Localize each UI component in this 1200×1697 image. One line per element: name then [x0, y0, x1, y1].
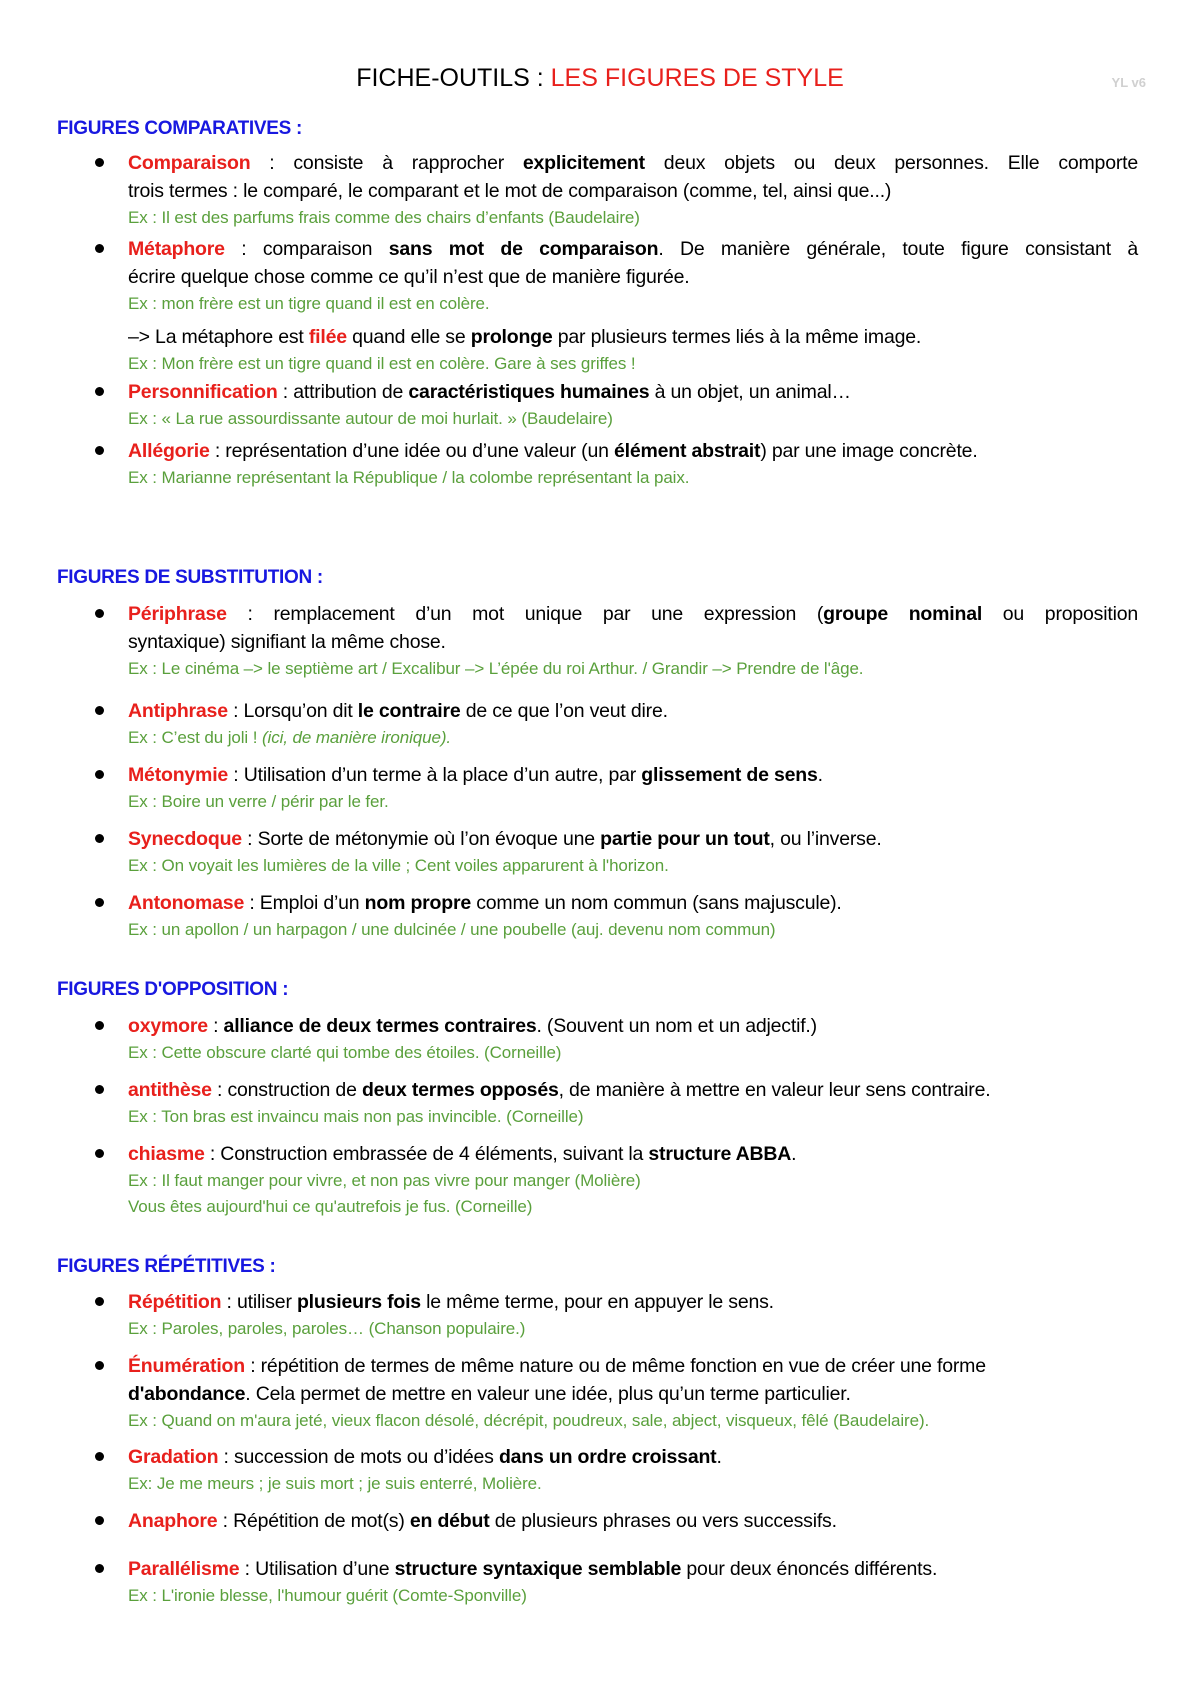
example: Ex : Le cinéma –> le septième art / Excalibur –> L’épée du roi Arthur. / Grandir –> Prendre de l'âge.: [128, 659, 864, 678]
emphasis: glissement de sens: [641, 764, 818, 786]
text: .: [817, 764, 823, 786]
item-antithese: [128, 1076, 1138, 1130]
text: : Utilisation d’un terme à la place d’un autre, par: [228, 764, 642, 786]
text: : Lorsqu’on dit: [227, 700, 358, 722]
item-line: [128, 1443, 1138, 1471]
item-line: [128, 1140, 1138, 1168]
term: Synecdoque: [128, 828, 242, 850]
text: : remplacement d’un mot unique par une expression (: [226, 603, 824, 625]
text: : Répétition de mot(s): [217, 1510, 410, 1532]
item-line: [128, 1555, 1138, 1583]
text: : consiste à rapprocher: [250, 152, 523, 174]
term: Répétition: [128, 1291, 222, 1313]
term: Énumération: [128, 1355, 245, 1377]
item-metaphore: [128, 235, 1138, 377]
bullet: [95, 158, 104, 167]
title-main: LES FIGURES DE STYLE: [550, 64, 844, 92]
example: Vous êtes aujourd'hui ce qu'autrefois je fus. (Corneille): [128, 1197, 533, 1216]
item-line: [128, 600, 1138, 628]
section-substitution-heading: FIGURES DE SUBSTITUTION :: [57, 567, 323, 588]
item-synecdoque: [128, 825, 1138, 879]
bullet: [95, 706, 104, 715]
example: Ex : un apollon / un harpagon / une dulcinée / une poubelle (auj. devenu nom commun): [128, 920, 776, 939]
item-allegorie: [128, 437, 1138, 491]
bullet: [95, 1085, 104, 1094]
item-periphrase: [128, 600, 1138, 682]
example: Ex : Boire un verre / périr par le fer.: [128, 792, 389, 811]
term: Périphrase: [128, 603, 227, 625]
emphasis: le contraire: [357, 700, 461, 722]
text: –> La métaphore est: [128, 326, 309, 348]
item-line: [128, 889, 1138, 917]
text: le même terme, pour en appuyer le sens.: [420, 1291, 774, 1313]
item-personnification: [128, 378, 1138, 432]
emphasis: caractéristiques humaines: [408, 381, 650, 403]
item-line: [128, 1380, 1138, 1408]
text: de ce que l’on veut dire.: [460, 700, 668, 722]
emphasis: nom propre: [364, 892, 472, 914]
bullet: [95, 1516, 104, 1525]
text: .: [716, 1446, 722, 1468]
bullet: [95, 898, 104, 907]
item-parallelisme: [128, 1555, 1138, 1609]
version-label: YL v6: [1111, 75, 1146, 90]
text: . De manière générale, toute figure consistant à: [658, 238, 1138, 260]
emphasis: structure syntaxique semblable: [394, 1558, 682, 1580]
bullet: [95, 1564, 104, 1573]
example: Ex: Je me meurs ; je suis mort ; je suis enterré, Molière.: [128, 1474, 542, 1493]
example: Ex : Il faut manger pour vivre, et non pas vivre pour manger (Molière): [128, 1171, 641, 1190]
title-prefix: FICHE-OUTILS :: [356, 64, 551, 92]
item-line: [128, 697, 1138, 725]
item-line: écrire quelque chose comme ce qu’il n’est que de manière figurée.: [128, 266, 690, 288]
text: : utiliser: [221, 1291, 297, 1313]
bullet: [95, 609, 104, 618]
example: Ex : « La rue assourdissante autour de moi hurlait. » (Baudelaire): [128, 409, 613, 428]
emphasis: sans mot de comparaison: [388, 238, 659, 260]
text: :: [207, 1015, 224, 1037]
text: : comparaison: [224, 238, 389, 260]
emphasis: filée: [308, 326, 347, 348]
term: Anaphore: [128, 1510, 218, 1532]
text: . Cela permet de mettre en valeur une idée, plus qu’un terme particulier.: [245, 1383, 851, 1405]
text: . (Souvent un nom et un adjectif.): [536, 1015, 817, 1037]
emphasis: en début: [409, 1510, 490, 1532]
text: deux objets ou deux personnes. Elle comporte: [644, 152, 1138, 174]
example: Ex : Mon frère est un tigre quand il est en colère. Gare à ses griffes !: [128, 354, 636, 373]
example-note: (ici, de manière ironique).: [261, 728, 452, 747]
text: à un objet, un animal…: [649, 381, 851, 403]
text: de plusieurs phrases ou vers successifs.: [489, 1510, 837, 1532]
bullet: [95, 1452, 104, 1461]
term: chiasme: [128, 1143, 205, 1165]
term: Comparaison: [128, 152, 251, 174]
emphasis: deux termes opposés: [361, 1079, 559, 1101]
item-line: [128, 1076, 1138, 1104]
example: [128, 725, 1138, 751]
item-chiasme: [128, 1140, 1138, 1220]
term: Métaphore: [128, 238, 225, 260]
bullet: [95, 834, 104, 843]
term: Antonomase: [128, 892, 245, 914]
example: Ex : On voyait les lumières de la ville ; Cent voiles apparurent à l'horizon.: [128, 856, 669, 875]
term: Métonymie: [128, 764, 229, 786]
item-line: [128, 1012, 1138, 1040]
text: pour deux énoncés différents.: [681, 1558, 938, 1580]
term: oxymore: [128, 1015, 208, 1037]
bullet: [95, 770, 104, 779]
text: ou proposition: [982, 603, 1138, 625]
text: : construction de: [211, 1079, 362, 1101]
item-antonomase: [128, 889, 1138, 943]
text: : succession de mots ou d’idées: [218, 1446, 499, 1468]
item-line: [128, 761, 1138, 789]
text: : Emploi d’un: [244, 892, 365, 914]
item-line: trois termes : le comparé, le comparant et le mot de comparaison (comme, tel, ainsi que...): [128, 180, 892, 202]
term: Personnification: [128, 381, 278, 403]
text: , de manière à mettre en valeur leur sens contraire.: [558, 1079, 991, 1101]
item-antiphrase: [128, 697, 1138, 751]
example: Ex : Ton bras est invaincu mais non pas invincible. (Corneille): [128, 1107, 584, 1126]
text: : Utilisation d’une: [239, 1558, 395, 1580]
term: Antiphrase: [128, 700, 228, 722]
item-line: [128, 149, 1138, 177]
page-title: [0, 62, 1200, 94]
item-line: [128, 825, 1138, 853]
emphasis: partie pour un tout: [600, 828, 770, 850]
bullet: [95, 1021, 104, 1030]
bullet: [95, 244, 104, 253]
text: : répétition de termes de même nature ou de même fonction en vue de créer une forme: [244, 1355, 986, 1377]
term: Allégorie: [128, 440, 210, 462]
item-line: [128, 1288, 1138, 1316]
emphasis: plusieurs fois: [296, 1291, 421, 1313]
item-oxymore: [128, 1012, 1138, 1066]
text: : représentation d’une idée ou d’une valeur (un: [209, 440, 614, 462]
example: Ex : Quand on m'aura jeté, vieux flacon désolé, décrépit, poudreux, sale, abject, visqueux, fêlé (Baudelaire).: [128, 1411, 930, 1430]
emphasis: prolonge: [470, 326, 553, 348]
text: par plusieurs termes liés à la même image.: [552, 326, 922, 348]
text: : Construction embrassée de 4 éléments, suivant la: [204, 1143, 649, 1165]
item-anaphore: [128, 1507, 1138, 1535]
item-comparaison: [128, 149, 1138, 231]
item-line: [128, 378, 1138, 406]
item-line: [128, 1352, 1138, 1380]
item-line: [128, 1507, 1138, 1535]
text: , ou l’inverse.: [769, 828, 882, 850]
emphasis: dans un ordre croissant: [498, 1446, 717, 1468]
item-enumeration: [128, 1352, 1138, 1434]
emphasis: d'abondance: [128, 1383, 246, 1405]
term: Gradation: [128, 1446, 219, 1468]
item-line: [128, 437, 1138, 465]
text: : Sorte de métonymie où l’on évoque une: [241, 828, 601, 850]
text: ) par une image concrète.: [760, 440, 978, 462]
item-gradation: [128, 1443, 1138, 1497]
bullet: [95, 1361, 104, 1370]
example: Ex : L'ironie blesse, l'humour guérit (Comte-Sponville): [128, 1586, 527, 1605]
text: comme un nom commun (sans majuscule).: [471, 892, 842, 914]
bullet: [95, 1149, 104, 1158]
example: Ex : mon frère est un tigre quand il est en colère.: [128, 294, 490, 313]
emphasis: élément abstrait: [613, 440, 761, 462]
item-line: [128, 235, 1138, 263]
emphasis: explicitement: [522, 152, 645, 174]
item-metonymie: [128, 761, 1138, 815]
example: Ex : Marianne représentant la République / la colombe représentant la paix.: [128, 468, 690, 487]
example: Ex : Cette obscure clarté qui tombe des étoiles. (Corneille): [128, 1043, 562, 1062]
section-opposition-heading: FIGURES D'OPPOSITION :: [57, 979, 289, 1000]
text: : attribution de: [277, 381, 409, 403]
text: .: [791, 1143, 797, 1165]
item-line: syntaxique) signifiant la même chose.: [128, 631, 446, 653]
example: Ex : Il est des parfums frais comme des chairs d’enfants (Baudelaire): [128, 208, 640, 227]
bullet: [95, 446, 104, 455]
emphasis: structure ABBA: [648, 1143, 792, 1165]
bullet: [95, 1297, 104, 1306]
term: antithèse: [128, 1079, 212, 1101]
example: Ex : Paroles, paroles, paroles… (Chanson populaire.): [128, 1319, 526, 1338]
section-repetitives-heading: FIGURES RÉPÉTITIVES :: [57, 1256, 276, 1277]
text: quand elle se: [346, 326, 471, 348]
item-repetition: [128, 1288, 1138, 1342]
text: Ex : C’est du joli !: [128, 728, 262, 747]
emphasis: groupe nominal: [823, 603, 983, 625]
item-line: [128, 323, 1138, 351]
section-comparatives-heading: FIGURES COMPARATIVES :: [57, 118, 302, 139]
term: Parallélisme: [128, 1558, 240, 1580]
bullet: [95, 387, 104, 396]
emphasis: alliance de deux termes contraires: [223, 1015, 537, 1037]
